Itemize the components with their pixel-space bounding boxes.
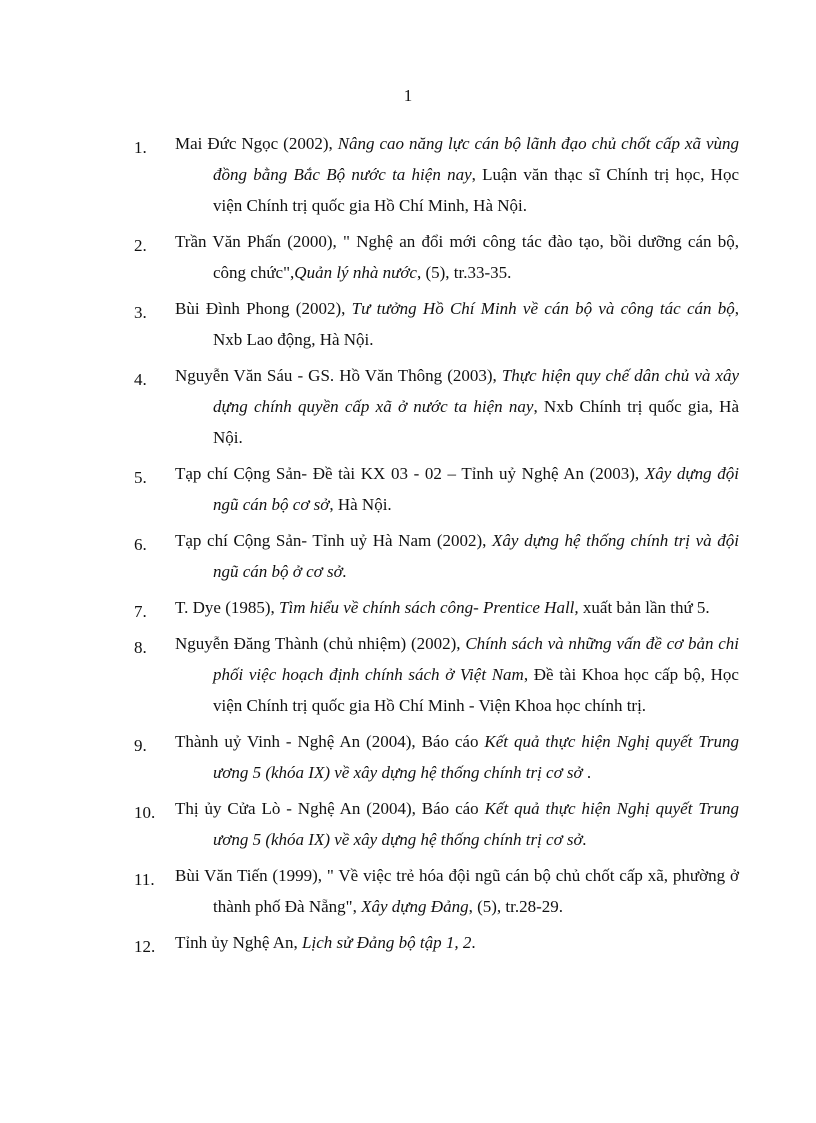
reference-author: T. Dye (1985), xyxy=(175,598,280,617)
page-number: 1 xyxy=(403,86,413,105)
reference-title: Chính sách và những vấn đề cơ bản chi phối việc hoạch định chính sách ở Việt Nam xyxy=(213,634,739,684)
reference-title: Tư tưởng Hồ Chí Minh về cán bộ và công tác cán bộ xyxy=(351,299,735,318)
reference-item xyxy=(0,226,816,288)
reference-source: , Luận văn thạc sĩ Chính trị học, Học viện Chính trị quốc gia Hồ Chí Minh, Hà Nội. xyxy=(213,165,739,215)
reference-text xyxy=(175,927,739,958)
reference-number: 7. xyxy=(134,602,147,621)
reference-source: , Nxb Lao động, Hà Nội. xyxy=(213,299,740,349)
reference-text xyxy=(175,226,739,288)
reference-item xyxy=(0,927,816,958)
reference-list xyxy=(0,128,816,963)
reference-author: Tạp chí Cộng Sản- Tỉnh uỷ Hà Nam (2002), xyxy=(175,531,493,550)
reference-source: . xyxy=(471,933,476,952)
reference-text xyxy=(175,360,739,453)
reference-text xyxy=(175,458,739,520)
reference-number: 3. xyxy=(134,303,147,322)
reference-number: 11. xyxy=(134,870,155,889)
reference-author: Tỉnh ủy Nghệ An, xyxy=(175,933,303,952)
reference-item xyxy=(0,360,816,453)
reference-item xyxy=(0,628,816,721)
reference-author: Thị ủy Cửa Lò - Nghệ An (2004), Báo cáo xyxy=(175,799,485,818)
reference-text xyxy=(175,726,739,788)
reference-source: , (5), tr.28-29. xyxy=(468,897,564,916)
reference-source: . xyxy=(582,763,592,782)
reference-author: Bùi Đình Phong (2002), xyxy=(175,299,352,318)
reference-item xyxy=(0,860,816,922)
reference-item xyxy=(0,128,816,221)
reference-text xyxy=(175,293,739,355)
reference-author: Nguyễn Đăng Thành (chủ nhiệm) (2002), xyxy=(175,634,466,653)
reference-text xyxy=(175,860,739,922)
reference-item xyxy=(0,793,816,855)
reference-source: , Đề tài Khoa học cấp bộ, Học viện Chính trị quốc gia Hồ Chí Minh - Viện Khoa học chính trị. xyxy=(213,665,739,715)
reference-title: Thực hiện quy chế dân chủ và xây dựng chính quyền cấp xã ở nước ta hiện nay xyxy=(213,366,740,416)
reference-author: Mai Đức Ngọc (2002), xyxy=(175,134,338,153)
reference-source: , Hà Nội. xyxy=(329,495,392,514)
reference-text xyxy=(175,628,739,721)
reference-source: xuất bản lần thứ 5. xyxy=(578,598,710,617)
reference-title: Tìm hiểu về chính sách công- Prentice Hall, xyxy=(279,598,579,617)
reference-author: Bùi Văn Tiến (1999), " Về việc trẻ hóa đội ngũ cán bộ chủ chốt cấp xã, phường ở thành phố Đà Nẵng", xyxy=(175,866,739,916)
reference-author: Nguyễn Văn Sáu - GS. Hồ Văn Thông (2003), xyxy=(175,366,502,385)
reference-item xyxy=(0,592,816,623)
reference-title: Quản lý nhà nước xyxy=(294,263,417,282)
reference-item xyxy=(0,293,816,355)
reference-title: Kết quả thực hiện Nghị quyết Trung ương 5 (khóa IX) về xây dựng hệ thống chính trị cơ sở. xyxy=(213,799,739,849)
reference-item xyxy=(0,525,816,587)
reference-number: 5. xyxy=(134,468,147,487)
reference-number: 2. xyxy=(134,236,147,255)
reference-number: 4. xyxy=(134,370,147,389)
reference-author: Trần Văn Phấn (2000), " Nghệ an đổi mới công tác đào tạo, bồi dưỡng cán bộ, công chức", xyxy=(175,232,739,282)
reference-title: Xây dựng hệ thống chính trị và đội ngũ cán bộ ở cơ sở. xyxy=(213,531,739,581)
reference-source: , (5), tr.33-35. xyxy=(416,263,512,282)
reference-title: Lịch sử Đảng bộ tập 1, 2 xyxy=(302,933,472,952)
reference-number: 1. xyxy=(134,138,147,157)
reference-text xyxy=(175,525,739,587)
reference-text xyxy=(175,128,739,221)
reference-source: , Nxb Chính trị quốc gia, Hà Nội. xyxy=(213,397,739,447)
reference-number: 10. xyxy=(134,803,156,822)
reference-title: Kết quả thực hiện Nghị quyết Trung ương 5 (khóa IX) về xây dựng hệ thống chính trị cơ sở xyxy=(213,732,739,782)
reference-text xyxy=(175,793,739,855)
reference-number: 6. xyxy=(134,535,147,554)
reference-item xyxy=(0,458,816,520)
reference-text xyxy=(175,592,739,623)
reference-title: Xây dựng Đảng xyxy=(361,897,469,916)
reference-number: 8. xyxy=(134,638,147,657)
reference-author: Thành uỷ Vinh - Nghệ An (2004), Báo cáo xyxy=(175,732,485,751)
reference-number: 9. xyxy=(134,736,147,755)
reference-item xyxy=(0,726,816,788)
reference-author: Tạp chí Cộng Sản- Đề tài KX 03 - 02 – Tỉnh uỷ Nghệ An (2003), xyxy=(175,464,645,483)
reference-number: 12. xyxy=(134,937,156,956)
reference-title: Xây dựng đội ngũ cán bộ cơ sở xyxy=(213,464,739,514)
reference-title: Nâng cao năng lực cán bộ lãnh đạo chủ chốt cấp xã vùng đồng bằng Bắc Bộ nước ta hiện nay xyxy=(213,134,739,184)
